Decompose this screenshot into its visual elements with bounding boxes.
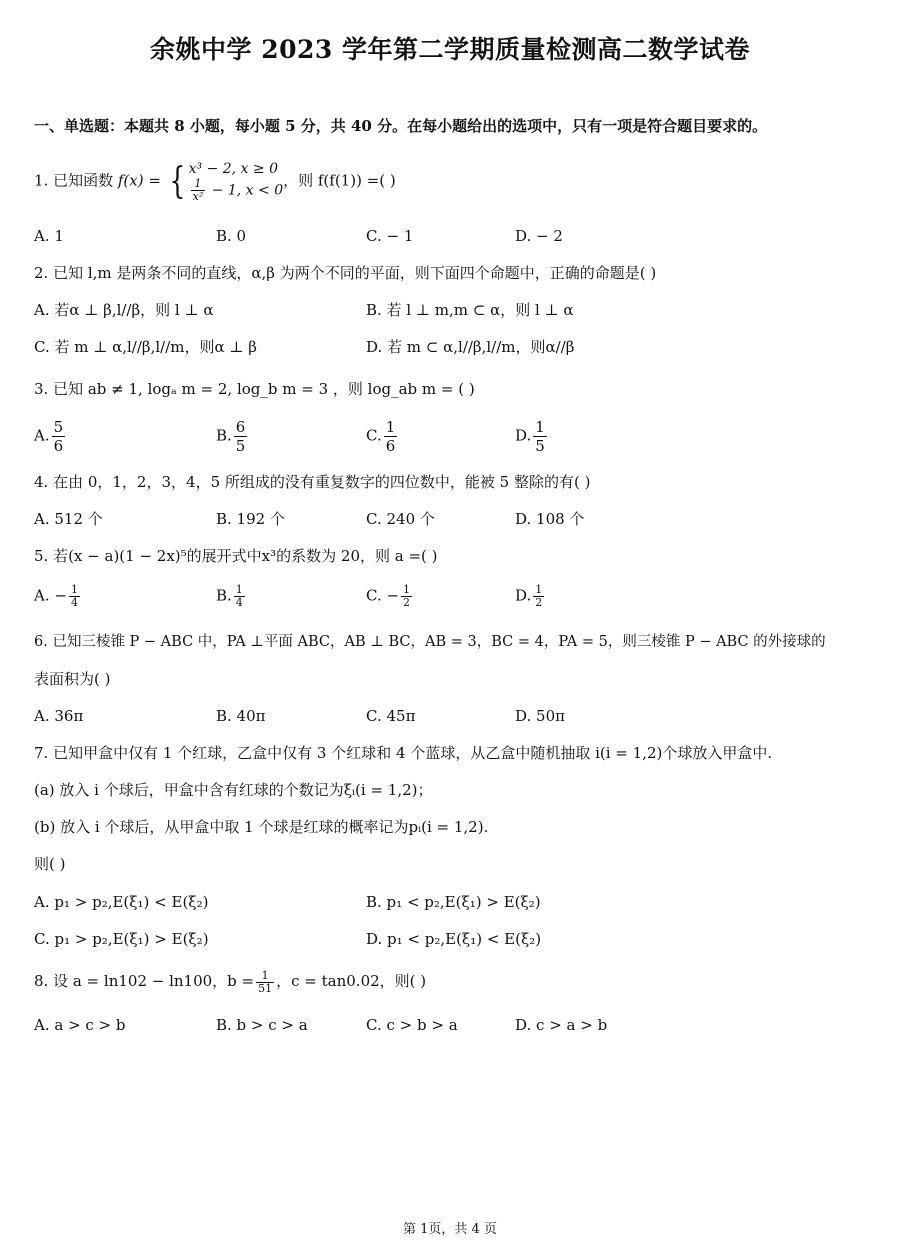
q5-c-label: C. − <box>366 586 400 605</box>
q3-b-num: 6 <box>235 418 246 436</box>
q5-d-label: D. <box>515 586 532 605</box>
q5-option-a <box>34 584 82 609</box>
q8-option-d: D. c > a > b <box>515 1016 608 1034</box>
q5-c-num: 1 <box>403 583 411 596</box>
q7-option-d: D. p₁ < p₂,E(ξ₁) < E(ξ₂) <box>366 930 542 948</box>
q1-fx: f(x) = <box>117 171 161 190</box>
q5-a-label: A. − <box>34 586 67 605</box>
q5-a-den: 4 <box>70 596 78 609</box>
question-5: 5. 若(x − a)(1 − 2x)⁵的展开式中x³的系数为 20，则 a =( ) <box>34 547 438 565</box>
q1-option-a: A. 1 <box>34 227 64 245</box>
q3-b-den: 5 <box>235 437 246 455</box>
q8-option-b: B. b > c > a <box>216 1016 308 1034</box>
q8-prefix: 8. 设 a = ln102 − ln100，b = <box>34 972 255 990</box>
question-6-line-1: 6. 已知三棱锥 P − ABC 中，PA ⊥平面 ABC，AB ⊥ BC，AB = 3，BC = 4，PA = 5，则三棱锥 P − ABC 的外接球的 <box>34 634 826 650</box>
q1-option-d: D. − 2 <box>515 227 563 245</box>
q1-piecewise <box>166 160 283 203</box>
q8-option-c: C. c > b > a <box>366 1016 458 1034</box>
q5-option-d <box>515 584 546 609</box>
q1-case-1: x³ − 2, x ≥ 0 <box>188 161 278 177</box>
q3-option-d <box>515 418 549 455</box>
question-6-line-2: 表面积为( ) <box>34 670 111 688</box>
q2-option-c: C. 若 m ⊥ α,l//β,l//m，则α ⊥ β <box>34 338 257 356</box>
q8-suffix: ，c = tan0.02，则( ) <box>276 972 427 990</box>
question-1 <box>34 160 396 203</box>
q7-part-a: (a) 放入 i 个球后，甲盒中含有红球的个数记为ξᵢ(i = 1,2)； <box>34 781 433 799</box>
q8-num: 1 <box>256 970 274 983</box>
q4-option-c: C. 240 个 <box>366 510 435 528</box>
q2-option-d: D. 若 m ⊂ α,l//β,l//m，则α//β <box>366 338 575 356</box>
q1-case-2 <box>189 178 284 203</box>
q6-option-a: A. 36π <box>34 707 84 725</box>
question-7: 7. 已知甲盒中仅有 1 个红球，乙盒中仅有 3 个红球和 4 个蓝球，从乙盒中随机抽取 i(i = 1,2)个球放入甲盒中. <box>34 744 773 762</box>
q4-option-d: D. 108 个 <box>515 510 585 528</box>
q3-b-label: B. <box>216 426 232 445</box>
q3-a-num: 5 <box>53 418 64 436</box>
q3-a-label: A. <box>34 426 50 445</box>
q3-c-num: 1 <box>385 418 396 436</box>
q8-option-a: A. a > c > b <box>34 1016 126 1034</box>
q5-d-num: 1 <box>535 583 543 596</box>
q5-b-num: 1 <box>235 583 243 596</box>
q4-option-a: A. 512 个 <box>34 510 103 528</box>
q5-option-b <box>216 584 247 609</box>
q2-option-b: B. 若 l ⊥ m,m ⊂ α，则 l ⊥ α <box>366 301 574 319</box>
q6-option-d: D. 50π <box>515 707 565 725</box>
q1-case2-den: x² <box>192 190 204 203</box>
q1-suffix: ，则 f(f(1)) =( ) <box>283 171 396 190</box>
q3-a-den: 6 <box>53 437 64 455</box>
q1-prefix: 1. 已知函数 <box>34 171 118 190</box>
q8-den: 51 <box>258 981 273 995</box>
q1-option-c: C. − 1 <box>366 227 414 245</box>
q5-b-den: 4 <box>235 596 243 609</box>
q7-option-c: C. p₁ > p₂,E(ξ₁) > E(ξ₂) <box>34 930 209 948</box>
q3-option-b <box>216 418 249 455</box>
q3-c-label: C. <box>366 426 382 445</box>
q1-case2-rest: − 1, x < 0 <box>207 182 284 199</box>
q3-d-num: 1 <box>535 418 545 436</box>
q3-option-c <box>366 418 399 455</box>
q4-option-b: B. 192 个 <box>216 510 285 528</box>
q5-c-den: 2 <box>403 596 411 609</box>
q7-part-b: (b) 放入 i 个球后，从甲盒中取 1 个球是红球的概率记为pᵢ(i = 1,2). <box>34 818 489 836</box>
q7-option-b: B. p₁ < p₂,E(ξ₁) > E(ξ₂) <box>366 893 541 911</box>
q5-option-c <box>366 584 414 609</box>
page-footer: 第 1页，共 4 页 <box>403 1222 497 1237</box>
q7-option-a: A. p₁ > p₂,E(ξ₁) < E(ξ₂) <box>34 893 209 911</box>
q3-d-label: D. <box>515 426 532 445</box>
q3-d-den: 5 <box>535 437 545 455</box>
q5-a-num: 1 <box>70 583 78 596</box>
page-title: 余姚中学 2023 学年第二学期质量检测高二数学试卷 <box>150 35 750 64</box>
question-8 <box>34 966 426 996</box>
q1-case2-num: 1 <box>191 178 206 191</box>
section-header: 一、单选题：本题共 8 小题，每小题 5 分，共 40 分。在每小题给出的选项中，只有一项是符合题目要求的。 <box>34 117 768 135</box>
question-4: 4. 在由 0，1，2，3，4，5 所组成的没有重复数字的四位数中，能被 5 整除的有( ) <box>34 473 591 491</box>
question-3: 3. 已知 ab ≠ 1, logₐ m = 2, log_b m = 3 ，则 log_ab m = ( ) <box>34 380 475 398</box>
brace-icon: { <box>169 160 186 202</box>
q3-c-den: 6 <box>385 437 396 455</box>
question-2: 2. 已知 l,m 是两条不同的直线，α,β 为两个不同的平面，则下面四个命题中，正确的命题是( ) <box>34 264 657 282</box>
q3-option-a <box>34 418 67 455</box>
q6-option-c: C. 45π <box>366 707 416 725</box>
q5-d-den: 2 <box>535 596 543 609</box>
q5-b-label: B. <box>216 586 232 605</box>
q2-option-a: A. 若α ⊥ β,l//β，则 l ⊥ α <box>34 301 214 319</box>
q7-then: 则( ) <box>34 855 66 873</box>
q1-option-b: B. 0 <box>216 227 247 245</box>
q6-option-b: B. 40π <box>216 707 266 725</box>
